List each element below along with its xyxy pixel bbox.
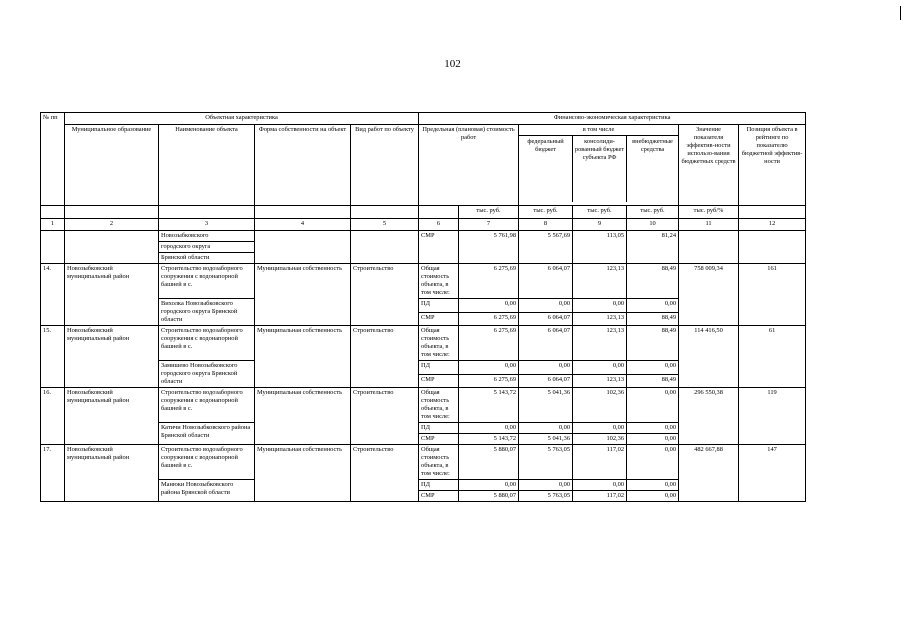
header-federal: федеральный бюджет	[519, 136, 573, 202]
entry-total: 0,00	[459, 480, 519, 491]
entry-federal: 6 064,07	[519, 374, 573, 388]
entry-consolidated: 0,00	[573, 299, 627, 313]
entry-name-a: Строительство водозаборного сооружения с водонапорной башней в с.	[159, 326, 255, 361]
entry-ownership: Муниципальная собственность	[255, 388, 351, 445]
entry-federal: 0,00	[519, 299, 573, 313]
entry-extra: 0,00	[627, 299, 679, 313]
entry-extra: 0,00	[627, 388, 679, 423]
page-edge-mark	[900, 6, 901, 20]
entry-consolidated: 117,02	[573, 445, 627, 480]
header-row-main	[41, 125, 806, 206]
entry-efficiency: 758 009,34	[679, 264, 739, 326]
page-number: 102	[444, 58, 461, 70]
continuation-name-line: городского округа	[159, 242, 255, 253]
col-num: 2	[65, 219, 159, 231]
unit-extrabudget: тыс. руб.	[627, 206, 679, 219]
entry-consolidated: 0,00	[573, 361, 627, 375]
financial-table	[40, 112, 806, 502]
entry-work: Строительство	[351, 445, 419, 502]
entry-extra: 0,00	[627, 434, 679, 445]
entry-ownership: Муниципальная собственность	[255, 264, 351, 326]
col-num: 9	[573, 219, 627, 231]
entry-extra: 0,00	[627, 480, 679, 491]
col-num: 3	[159, 219, 255, 231]
entry-name-a: Строительство водозаборного сооружения с водонапорной башней в с.	[159, 388, 255, 423]
unit-federal: тыс. руб.	[519, 206, 573, 219]
continuation-consolidated: 113,05	[573, 231, 627, 264]
header-object-char: Объектная характеристика	[65, 113, 419, 125]
entry-ownership: Муниципальная собственность	[255, 445, 351, 502]
entry-federal: 5 041,36	[519, 388, 573, 423]
table-row	[41, 445, 806, 480]
entry-consolidated: 102,36	[573, 434, 627, 445]
entry-type: ПД	[419, 361, 459, 375]
entry-extra: 88,49	[627, 264, 679, 299]
entry-consolidated: 123,13	[573, 326, 627, 361]
entry-name-b: Вихолка Новозыбковского городского округа Брянской области	[159, 299, 255, 326]
entry-municipality: Новозыбковский муниципальный район	[65, 326, 159, 388]
entry-consolidated: 0,00	[573, 480, 627, 491]
entry-extra: 0,00	[627, 491, 679, 502]
entry-position: 161	[739, 264, 806, 326]
header-row-top	[41, 113, 806, 125]
entry-extra: 0,00	[627, 423, 679, 434]
entry-total: 6 275,69	[459, 264, 519, 299]
entry-num: 15.	[41, 326, 65, 388]
header-municipality: Муниципальное образование	[65, 125, 159, 206]
entry-total: 6 275,69	[459, 374, 519, 388]
entry-efficiency: 114 416,50	[679, 326, 739, 388]
entry-type: СМР	[419, 374, 459, 388]
header-num: № пп	[41, 113, 65, 206]
col-num: 1	[41, 219, 65, 231]
col-num: 12	[739, 219, 806, 231]
header-object-name: Наименование объекта	[159, 125, 255, 206]
entry-federal: 0,00	[519, 423, 573, 434]
entry-type: ПД	[419, 480, 459, 491]
entry-type: Общая стоимость объекта, в том числе:	[419, 388, 459, 423]
col-num: 5	[351, 219, 419, 231]
entry-position: 147	[739, 445, 806, 502]
entry-federal: 5 763,05	[519, 491, 573, 502]
units-row	[41, 206, 806, 219]
column-numbers-row	[41, 219, 806, 231]
entry-extra: 0,00	[627, 445, 679, 480]
entry-total: 0,00	[459, 423, 519, 434]
col-num: 7	[459, 219, 519, 231]
entry-type: ПД	[419, 423, 459, 434]
header-finance-char: Финансово-экономическая характеристика	[419, 113, 806, 125]
entry-municipality: Новозыбковский муниципальный район	[65, 388, 159, 445]
entry-consolidated: 123,13	[573, 264, 627, 299]
unit-consolidated: тыс. руб.	[573, 206, 627, 219]
entry-extra: 0,00	[627, 361, 679, 375]
entry-federal: 6 064,07	[519, 312, 573, 326]
table-row	[41, 231, 806, 242]
entry-consolidated: 117,02	[573, 491, 627, 502]
entry-total: 0,00	[459, 299, 519, 313]
entry-type: СМР	[419, 312, 459, 326]
entry-num: 17.	[41, 445, 65, 502]
header-cost-limit: Предельная (плановая) стоимость работ	[419, 125, 519, 206]
entry-federal: 6 064,07	[519, 326, 573, 361]
col-num: 11	[679, 219, 739, 231]
entry-total: 0,00	[459, 361, 519, 375]
entry-position: 119	[739, 388, 806, 445]
entry-name-a: Строительство водозаборного сооружения с водонапорной башней в с.	[159, 445, 255, 480]
entry-consolidated: 0,00	[573, 423, 627, 434]
entry-num: 16.	[41, 388, 65, 445]
entry-work: Строительство	[351, 326, 419, 388]
entry-consolidated: 123,13	[573, 312, 627, 326]
entry-type: ПД	[419, 299, 459, 313]
entry-name-b: Манюки Новозыбковского района Брянской области	[159, 480, 255, 502]
entry-total: 5 143,72	[459, 388, 519, 423]
continuation-name-line: Новозыбковского	[159, 231, 255, 242]
entry-extra: 88,49	[627, 326, 679, 361]
entry-total: 5 880,07	[459, 491, 519, 502]
table-row	[41, 326, 806, 361]
entry-federal: 5 763,05	[519, 445, 573, 480]
entry-ownership: Муниципальная собственность	[255, 326, 351, 388]
continuation-name-line: Брянской области	[159, 253, 255, 264]
header-extrabudget: внебюджетные средства	[632, 138, 673, 153]
unit-total: тыс. руб.	[459, 206, 519, 219]
entry-type: Общая стоимость объекта, в том числе:	[419, 264, 459, 299]
entry-federal: 0,00	[519, 480, 573, 491]
header-ownership: Форма собственности на объект	[255, 125, 351, 206]
entry-type: Общая стоимость объекта, в том числе:	[419, 326, 459, 361]
header-position: Позиция объекта в рейтинге по показателю бюджетной эффектив-ности	[739, 125, 806, 206]
entry-name-a: Строительство водозаборного сооружения с водонапорной башней в с.	[159, 264, 255, 299]
entry-federal: 0,00	[519, 361, 573, 375]
entry-municipality: Новозыбковский муниципальный район	[65, 264, 159, 326]
entry-efficiency: 482 667,88	[679, 445, 739, 502]
header-work-type: Вид работ по объекту	[351, 125, 419, 206]
header-efficiency: Значение показателя эффектив-ности использо-вания бюджетных средств	[679, 125, 739, 206]
col-num: 10	[627, 219, 679, 231]
entry-total: 6 275,69	[459, 312, 519, 326]
continuation-extra: 81,24	[627, 231, 679, 264]
entry-federal: 5 041,36	[519, 434, 573, 445]
entry-total: 6 275,69	[459, 326, 519, 361]
table-row	[41, 264, 806, 299]
col-num: 8	[519, 219, 573, 231]
continuation-type: СМР	[419, 231, 459, 264]
entry-type: СМР	[419, 434, 459, 445]
entry-name-b: Замишево Новозыбковского городского округа Брянской области	[159, 361, 255, 388]
entry-extra: 88,49	[627, 312, 679, 326]
entry-work: Строительство	[351, 264, 419, 326]
entry-num: 14.	[41, 264, 65, 326]
entry-position: 61	[739, 326, 806, 388]
header-consolidated: консолиди-рованный бюджет субъекта РФ	[573, 136, 627, 202]
header-subcolumns	[519, 136, 678, 202]
entry-municipality: Новозыбковский муниципальный район	[65, 445, 159, 502]
entry-total: 5 143,72	[459, 434, 519, 445]
continuation-federal: 5 567,69	[519, 231, 573, 264]
entry-consolidated: 123,13	[573, 374, 627, 388]
table-row	[41, 388, 806, 423]
entry-efficiency: 296 550,38	[679, 388, 739, 445]
col-num: 6	[419, 219, 459, 231]
entry-name-b: Катичи Новозыбковского района Брянской области	[159, 423, 255, 445]
entry-total: 5 880,07	[459, 445, 519, 480]
unit-efficiency: тыс. руб/%	[679, 206, 739, 219]
continuation-total: 5 761,98	[459, 231, 519, 264]
col-num: 4	[255, 219, 351, 231]
header-including-group	[519, 125, 679, 206]
entry-extra: 88,49	[627, 374, 679, 388]
entry-type: СМР	[419, 491, 459, 502]
entry-type: Общая стоимость объекта, в том числе:	[419, 445, 459, 480]
entry-work: Строительство	[351, 388, 419, 445]
header-including: в том числе	[519, 125, 678, 136]
entry-consolidated: 102,36	[573, 388, 627, 423]
entry-federal: 6 064,07	[519, 264, 573, 299]
